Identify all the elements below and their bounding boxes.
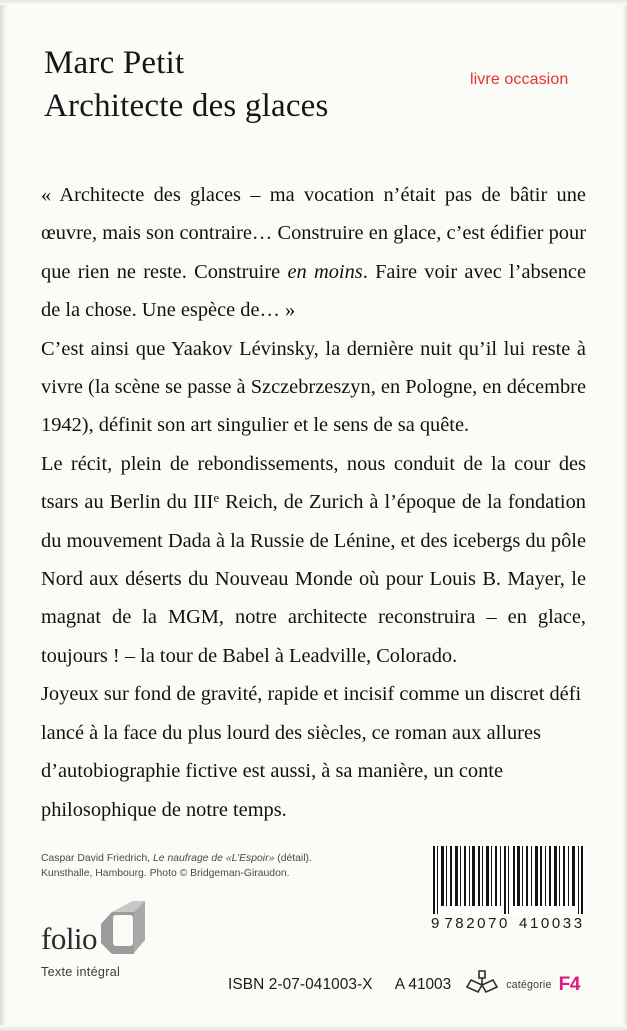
back-cover-blurb	[41, 176, 586, 829]
isbn-number: ISBN 2-07-041003-X	[228, 976, 373, 993]
isbn-footer-row	[228, 971, 580, 999]
barcode-digits	[431, 915, 589, 932]
ordinal-superscript: e	[213, 491, 220, 506]
blurb-three-part1: Le récit, plein de rebondissements, nous conduit de la cour des tsars au Berlin du III	[41, 452, 586, 514]
folio-octagon-icon	[100, 900, 146, 956]
blurb-three-part2: Reich, de Zurich à l’époque de la fondation du mouvement Dada à la Russie de Lénine, et des icebergs du pôle Nord aux déserts du Nouveau Monde où pour Louis B. Mayer, le magnat de la MGM, notre architecte reconstruira – en glace, toujours ! – la tour de Babel à Leadville, Colorado.	[41, 491, 586, 667]
book-title: Architecte des glaces	[44, 87, 329, 124]
blurb-paragraph-two: C’est ainsi que Yaakov Lévinsky, la dernière nuit qu’il lui reste à vivre (la scène se passe à Szczebrzeszyn, en Pologne, en décembre 1942), définit son art singulier et le sens de sa quête.	[41, 337, 586, 437]
credit-line1-part2: (détail).	[274, 853, 312, 864]
barcode-lead-digit: 9	[431, 915, 440, 932]
barcode-group-one: 782070	[444, 915, 510, 932]
page-edge-left	[0, 0, 7, 1031]
imprint-tagline: Texte intégral	[41, 965, 121, 979]
page-edge-right	[621, 0, 627, 1031]
page-edge-bottom	[0, 1025, 627, 1031]
livre-occasion-overlay: livre occasion	[470, 71, 569, 88]
blurb-quote-part1: « Architecte des glaces – ma vocation n’était pas de bâtir une œuvre, mais son contraire… Construire en glace, c’est édifier pour que rien ne reste. Construire	[41, 184, 586, 283]
barcode-group-two: 410033	[519, 915, 585, 932]
folio-imprint-block	[41, 897, 191, 979]
folio-wordmark: folio	[41, 921, 98, 956]
blurb-paragraph-four: Joyeux sur fond de gravité, rapide et incisif comme un discret défi lancé à la face du plus lourd des siècles, ce roman aux allures d’autobiographie fictive est aussi, à sa manière, un conte philosophique de notre temps.	[41, 683, 582, 821]
artwork-title: Le naufrage de «L’Espoir»	[153, 853, 275, 864]
credit-line2: Kunsthalle, Hambourg. Photo © Bridgeman-Giraudon.	[41, 867, 290, 879]
gallimard-colophon-icon	[465, 969, 499, 999]
internal-code: A 41003	[394, 976, 452, 993]
blurb-quote-part2: . Faire voir avec l’absence de la chose. Une espèce de… »	[41, 260, 587, 322]
blurb-paragraph-three	[41, 445, 586, 675]
blurb-paragraph-quote	[41, 176, 586, 330]
categorie-value: F4	[558, 974, 581, 995]
credit-line1-part1: Caspar David Friedrich,	[41, 853, 154, 864]
categorie-label: catégorie	[506, 979, 552, 991]
blurb-quote-emphasis: en moins	[287, 260, 363, 283]
barcode-block	[431, 846, 589, 932]
folio-logo	[41, 897, 191, 959]
page-edge-top	[0, 0, 627, 5]
image-credit	[41, 852, 401, 881]
barcode-image	[431, 846, 589, 914]
author-name: Marc Petit	[44, 45, 185, 81]
